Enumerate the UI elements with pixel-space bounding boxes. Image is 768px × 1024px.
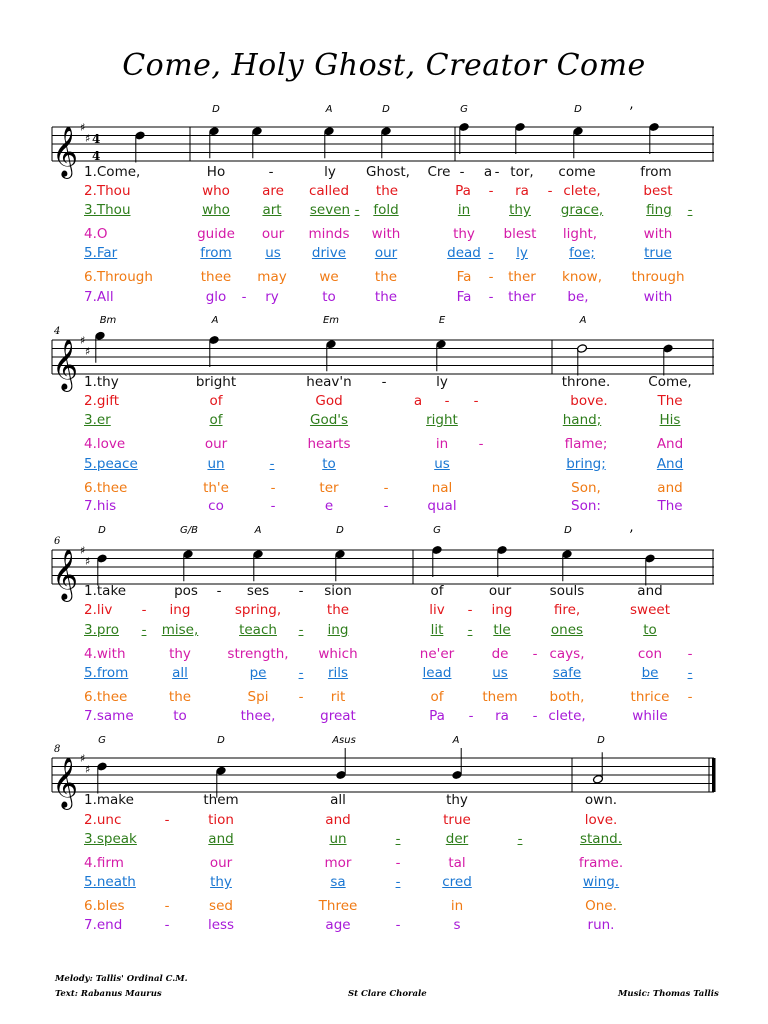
lyric-syllable: sweet: [630, 602, 670, 618]
time-signature-bottom: 4: [92, 149, 101, 163]
lyric-syllable: -: [141, 602, 147, 618]
lyric-syllable: -: [488, 269, 494, 285]
lyric-syllable: bright: [195, 374, 237, 390]
lyric-syllable: true: [644, 245, 672, 261]
verse-2-start: 2.gift: [84, 393, 120, 409]
sharp-c-icon: ♯: [85, 763, 91, 776]
chord-symbol: G/B: [180, 525, 198, 536]
lyric-syllable: the: [168, 689, 192, 705]
verse-4-start: 4.love: [84, 436, 126, 452]
measure-number: 8: [54, 744, 61, 755]
lyric-syllable: ing: [327, 622, 349, 638]
verse-3-start: 3.pro: [84, 622, 119, 638]
lyric-syllable: thy: [210, 874, 232, 890]
treble-clef-icon: 𝄞: [52, 549, 79, 600]
lyric-syllable: grace,: [560, 202, 604, 218]
lyric-syllable: and: [637, 583, 663, 599]
lyric-syllable: from: [640, 164, 672, 180]
lyric-syllable: ne'er: [419, 646, 455, 662]
lyric-syllable: -: [164, 898, 170, 914]
lyric-syllable: while: [632, 708, 668, 724]
lyric-syllable: are: [262, 183, 284, 199]
lyric-syllable: throne.: [561, 374, 611, 390]
lyric-syllable: ly: [516, 245, 528, 261]
lyric-syllable: us: [265, 245, 281, 261]
lyric-syllable: de: [491, 646, 509, 662]
lyric-syllable: fold: [373, 202, 399, 218]
chord-symbol: G: [433, 525, 441, 536]
lyric-syllable: bove.: [570, 393, 608, 409]
lyric-syllable: called: [308, 183, 350, 199]
lyric-syllable: may: [257, 269, 287, 285]
chord-symbol: D: [98, 525, 106, 536]
lyric-syllable: tal: [448, 855, 466, 871]
chord-symbol: G: [98, 735, 106, 746]
verse-7-start: 7.same: [84, 708, 134, 724]
lyric-syllable: -: [395, 874, 401, 890]
lyric-syllable: tor,: [510, 164, 534, 180]
lyric-syllable: -: [395, 855, 401, 871]
lyric-syllable: mise,: [161, 622, 199, 638]
lyric-syllable: all: [330, 792, 346, 808]
lyric-syllable: sed: [209, 898, 233, 914]
lyric-syllable: we: [319, 269, 339, 285]
lyric-syllable: dead: [447, 245, 481, 261]
lyric-syllable: -: [298, 665, 304, 681]
lyric-syllable: in: [457, 202, 471, 218]
lyric-syllable: guide: [197, 226, 235, 242]
verse-6-start: 6.bles: [84, 898, 125, 914]
lyric-syllable: and: [325, 812, 351, 828]
lyric-syllable: spring,: [234, 602, 282, 618]
lyric-syllable: -: [298, 622, 304, 638]
lyric-syllable: to: [322, 289, 336, 305]
lyric-syllable: frame.: [578, 855, 624, 871]
lyric-syllable: best: [643, 183, 673, 199]
lyric-syllable: less: [207, 917, 235, 933]
sharp-c-icon: ♯: [85, 345, 91, 358]
lyric-syllable: which: [318, 646, 358, 662]
lyric-syllable: us: [434, 456, 450, 472]
lyric-syllable: come: [558, 164, 596, 180]
lyric-syllable: -: [459, 164, 465, 180]
lyric-syllable: with: [643, 226, 673, 242]
measure-number: 6: [54, 536, 61, 547]
footer-melody: Melody: Tallis' Ordinal C.M.: [55, 974, 188, 984]
lyric-syllable: -: [269, 456, 275, 472]
breath-mark-icon: ’: [629, 105, 634, 121]
lyric-syllable: a: [483, 164, 493, 180]
verse-5-start: 5.neath: [84, 874, 136, 890]
lyric-syllable: -: [488, 183, 494, 199]
lyric-syllable: of: [209, 393, 223, 409]
footer-publisher: St Clare Chorale: [348, 989, 427, 999]
lyric-syllable: thee: [200, 269, 232, 285]
verse-3-start: 3.speak: [84, 831, 137, 847]
lyric-syllable: un: [329, 831, 347, 847]
lyric-syllable: co: [208, 498, 224, 514]
verse-1-start: 1.make: [84, 792, 134, 808]
lyric-syllable: Son,: [571, 480, 601, 496]
chord-symbol: D: [217, 735, 225, 746]
lyric-syllable: -: [268, 164, 274, 180]
chord-symbol: A: [254, 525, 262, 536]
lyric-syllable: true: [443, 812, 471, 828]
verse-5-start: 5.Far: [84, 245, 118, 261]
verse-7-start: 7.his: [84, 498, 117, 514]
verse-2-start: 2.liv: [84, 602, 113, 618]
lyric-syllable: -: [383, 480, 389, 496]
lyric-syllable: -: [467, 622, 473, 638]
lyric-syllable: Spi: [247, 689, 269, 705]
lyric-syllable: know,: [562, 269, 602, 285]
verse-4-start: 4.with: [84, 646, 126, 662]
lyric-syllable: souls: [549, 583, 585, 599]
lyric-syllable: thy: [446, 792, 468, 808]
lyric-syllable: clete,: [548, 708, 586, 724]
lyric-syllable: tle: [493, 622, 511, 638]
verse-2-start: 2.Thou: [84, 183, 131, 199]
lyric-syllable: lit: [430, 622, 444, 638]
lyric-syllable: Pa: [429, 708, 445, 724]
lyric-syllable: safe: [552, 665, 582, 681]
verse-7-start: 7.All: [84, 289, 114, 305]
lyric-syllable: -: [383, 498, 389, 514]
lyric-syllable: blest: [503, 226, 537, 242]
lyric-syllable: the: [374, 269, 398, 285]
lyric-syllable: our: [204, 436, 228, 452]
lyric-syllable: And: [656, 456, 684, 472]
lyric-syllable: pe: [249, 665, 267, 681]
lyric-syllable: age: [325, 917, 351, 933]
lyric-syllable: -: [478, 436, 484, 452]
lyric-syllable: -: [547, 183, 553, 199]
lyric-syllable: fing: [646, 202, 672, 218]
verse-1-start: 1.take: [84, 583, 127, 599]
lyric-syllable: un: [207, 456, 225, 472]
lyric-syllable: stand.: [579, 831, 623, 847]
lyric-syllable: th'e: [203, 480, 229, 496]
lyric-syllable: the: [375, 183, 399, 199]
staff-system-3: [52, 528, 714, 602]
lyric-syllable: own.: [584, 792, 618, 808]
lyric-syllable: liv: [429, 602, 445, 618]
chord-symbol: A: [452, 735, 460, 746]
time-signature-top: 4: [92, 132, 101, 146]
lyric-syllable: ly: [436, 374, 448, 390]
lyric-syllable: us: [492, 665, 508, 681]
lyric-syllable: -: [354, 202, 360, 218]
sharp-f-icon: ♯: [80, 544, 86, 557]
lyric-syllable: teach: [239, 622, 277, 638]
lyric-syllable: mor: [324, 855, 352, 871]
lyric-syllable: right: [426, 412, 458, 428]
lyric-syllable: -: [473, 393, 479, 409]
lyric-syllable: ly: [324, 164, 336, 180]
lyric-syllable: -: [164, 917, 170, 933]
lyric-syllable: -: [298, 583, 304, 599]
lyric-syllable: our: [261, 226, 285, 242]
lyric-syllable: flame;: [564, 436, 608, 452]
lyric-syllable: clete,: [563, 183, 601, 199]
sharp-f-icon: ♯: [80, 121, 86, 134]
lyric-syllable: -: [468, 708, 474, 724]
lyric-syllable: -: [488, 245, 494, 261]
lyric-syllable: -: [298, 689, 304, 705]
verse-2-start: 2.unc: [84, 812, 122, 828]
lyric-syllable: Come,: [648, 374, 692, 390]
verse-3-start: 3.er: [84, 412, 111, 428]
measure-number: 4: [54, 326, 61, 337]
lyric-syllable: ra: [495, 708, 509, 724]
lyric-syllable: art: [262, 202, 282, 218]
chord-symbol: D: [574, 104, 582, 115]
lyric-syllable: our: [488, 583, 512, 599]
footer-text-author: Text: Rabanus Maurus: [55, 989, 162, 999]
lyric-syllable: cred: [442, 874, 472, 890]
verse-5-start: 5.from: [84, 665, 129, 681]
lyric-syllable: -: [444, 393, 450, 409]
chord-symbol: A: [325, 104, 333, 115]
treble-clef-icon: 𝄞: [52, 757, 79, 808]
lyric-syllable: ther: [508, 289, 536, 305]
chord-symbol: A: [579, 315, 587, 326]
lyric-syllable: in: [450, 898, 464, 914]
lyric-syllable: der: [445, 831, 469, 847]
lyric-syllable: ther: [508, 269, 536, 285]
lyric-syllable: glo: [205, 289, 227, 305]
lyric-syllable: -: [141, 622, 147, 638]
lyric-syllable: ry: [265, 289, 279, 305]
lyric-syllable: wing.: [582, 874, 620, 890]
lyric-syllable: light,: [562, 226, 598, 242]
lyric-syllable: Son:: [571, 498, 601, 514]
lyric-syllable: ra: [515, 183, 529, 199]
lyric-syllable: ses: [246, 583, 270, 599]
lyric-syllable: of: [430, 583, 444, 599]
verse-1-start: 1.thy: [84, 374, 119, 390]
lyric-syllable: rils: [327, 665, 349, 681]
lyric-syllable: ing: [169, 602, 191, 618]
chord-symbol: G: [460, 104, 468, 115]
lyric-syllable: nal: [431, 480, 453, 496]
lyric-syllable: ter: [319, 480, 339, 496]
lyric-syllable: with: [371, 226, 401, 242]
lyric-syllable: to: [643, 622, 657, 638]
lyric-syllable: -: [687, 202, 693, 218]
lyric-syllable: all: [172, 665, 188, 681]
treble-clef-icon: 𝄞: [52, 126, 79, 177]
lyric-syllable: them: [482, 689, 518, 705]
verse-6-start: 6.thee: [84, 689, 128, 705]
lyric-syllable: -: [395, 917, 401, 933]
lyric-syllable: in: [435, 436, 449, 452]
lyric-syllable: -: [488, 289, 494, 305]
lyric-syllable: hearts: [307, 436, 351, 452]
lyric-syllable: e: [324, 498, 334, 514]
lyric-syllable: to: [173, 708, 187, 724]
lyric-syllable: foe;: [569, 245, 595, 261]
lyric-syllable: The: [657, 393, 683, 409]
lyric-syllable: the: [374, 289, 398, 305]
verse-4-start: 4.O: [84, 226, 108, 242]
lyric-syllable: be,: [567, 289, 589, 305]
lyric-syllable: con: [637, 646, 663, 662]
lyric-syllable: -: [164, 812, 170, 828]
lyric-syllable: -: [467, 602, 473, 618]
lyric-syllable: And: [656, 436, 684, 452]
verse-7-start: 7.end: [84, 917, 123, 933]
lyric-syllable: qual: [427, 498, 457, 514]
breath-mark-icon: ’: [629, 528, 634, 544]
lyric-syllable: with: [643, 289, 673, 305]
lyric-syllable: both,: [549, 689, 585, 705]
lyric-syllable: God's: [309, 412, 349, 428]
lyric-syllable: Three: [318, 898, 358, 914]
lyric-syllable: drive: [311, 245, 347, 261]
lyric-syllable: the: [326, 602, 350, 618]
lyric-syllable: -: [532, 646, 538, 662]
lyric-syllable: of: [209, 412, 223, 428]
verse-4-start: 4.firm: [84, 855, 124, 871]
lyric-syllable: -: [687, 665, 693, 681]
lyric-syllable: Fa: [456, 269, 472, 285]
verse-6-start: 6.thee: [84, 480, 128, 496]
chord-symbol: D: [382, 104, 390, 115]
treble-clef-icon: 𝄞: [52, 339, 79, 390]
lyric-syllable: Ghost,: [366, 164, 410, 180]
lyric-syllable: through: [631, 269, 685, 285]
lyric-syllable: rit: [330, 689, 346, 705]
lyric-syllable: -: [216, 583, 222, 599]
lyric-syllable: Pa: [455, 183, 471, 199]
sharp-c-icon: ♯: [85, 555, 91, 568]
lyric-syllable: -: [532, 708, 538, 724]
final-barline-thick: [712, 758, 716, 792]
lyric-syllable: love.: [584, 812, 618, 828]
verse-1-start: 1.Come,: [84, 164, 141, 180]
lyric-syllable: them: [203, 792, 239, 808]
lyric-syllable: run.: [587, 917, 615, 933]
chord-symbol: Em: [322, 315, 340, 326]
lyric-syllable: cays,: [549, 646, 585, 662]
lyric-syllable: our: [374, 245, 398, 261]
lyric-syllable: hand;: [562, 412, 602, 428]
chord-symbol: D: [212, 104, 220, 115]
lyric-syllable: minds: [308, 226, 350, 242]
sharp-f-icon: ♯: [80, 752, 86, 765]
lyric-syllable: ones: [550, 622, 584, 638]
chord-symbol: E: [438, 315, 446, 326]
sharp-c-icon: ♯: [85, 132, 91, 145]
lyric-syllable: ing: [491, 602, 513, 618]
lyric-syllable: sa: [330, 874, 346, 890]
lyric-syllable: thy: [509, 202, 531, 218]
chord-symbol: Bm: [99, 315, 117, 326]
lyric-syllable: s: [453, 917, 461, 933]
lyric-syllable: -: [687, 646, 693, 662]
footer-composer: Music: Thomas Tallis: [618, 989, 719, 999]
lyric-syllable: -: [270, 480, 276, 496]
lyric-syllable: -: [517, 831, 523, 847]
lyric-syllable: great: [320, 708, 356, 724]
lyric-syllable: thy: [453, 226, 475, 242]
lyric-syllable: Cre: [427, 164, 451, 180]
lyric-syllable: The: [657, 498, 683, 514]
lyric-syllable: seven: [309, 202, 351, 218]
lyric-syllable: a: [413, 393, 423, 409]
lyric-syllable: -: [241, 289, 247, 305]
lyric-syllable: Ho: [206, 164, 226, 180]
chord-symbol: D: [336, 525, 344, 536]
lyric-syllable: thee,: [240, 708, 276, 724]
chord-symbol: A: [211, 315, 219, 326]
lyric-syllable: -: [687, 689, 693, 705]
lyric-syllable: -: [494, 164, 500, 180]
chord-symbol: Asus: [332, 735, 356, 746]
lyric-syllable: -: [270, 498, 276, 514]
lyric-syllable: God: [315, 393, 343, 409]
lyric-syllable: -: [395, 831, 401, 847]
lyric-syllable: thy: [169, 646, 191, 662]
lyric-syllable: who: [202, 183, 230, 199]
verse-6-start: 6.Through: [84, 269, 153, 285]
lyric-syllable: who: [202, 202, 230, 218]
lyric-syllable: strength,: [227, 646, 289, 662]
song-title: Come, Holy Ghost, Creator Come: [122, 48, 646, 83]
lyric-syllable: His: [659, 412, 681, 428]
sharp-f-icon: ♯: [80, 334, 86, 347]
chord-symbol: D: [597, 735, 605, 746]
lyric-syllable: bring;: [566, 456, 606, 472]
lyric-syllable: from: [200, 245, 232, 261]
lyric-syllable: and: [657, 480, 683, 496]
lyric-syllable: thrice: [630, 689, 670, 705]
lyric-syllable: to: [322, 456, 336, 472]
lyric-syllable: One.: [585, 898, 617, 914]
lyric-syllable: -: [381, 374, 387, 390]
lyric-syllable: Fa: [456, 289, 472, 305]
verse-5-start: 5.peace: [84, 456, 138, 472]
lyric-syllable: fire,: [553, 602, 581, 618]
lyric-syllable: of: [430, 689, 444, 705]
lyric-syllable: lead: [422, 665, 452, 681]
lyric-syllable: our: [209, 855, 233, 871]
lyric-syllable: tion: [208, 812, 234, 828]
verse-3-start: 3.Thou: [84, 202, 131, 218]
lyric-syllable: pos: [174, 583, 198, 599]
lyric-syllable: and: [208, 831, 234, 847]
lyric-syllable: sion: [324, 583, 352, 599]
chord-symbol: D: [564, 525, 572, 536]
lyric-syllable: heav'n: [306, 374, 352, 390]
lyric-syllable: be: [641, 665, 659, 681]
